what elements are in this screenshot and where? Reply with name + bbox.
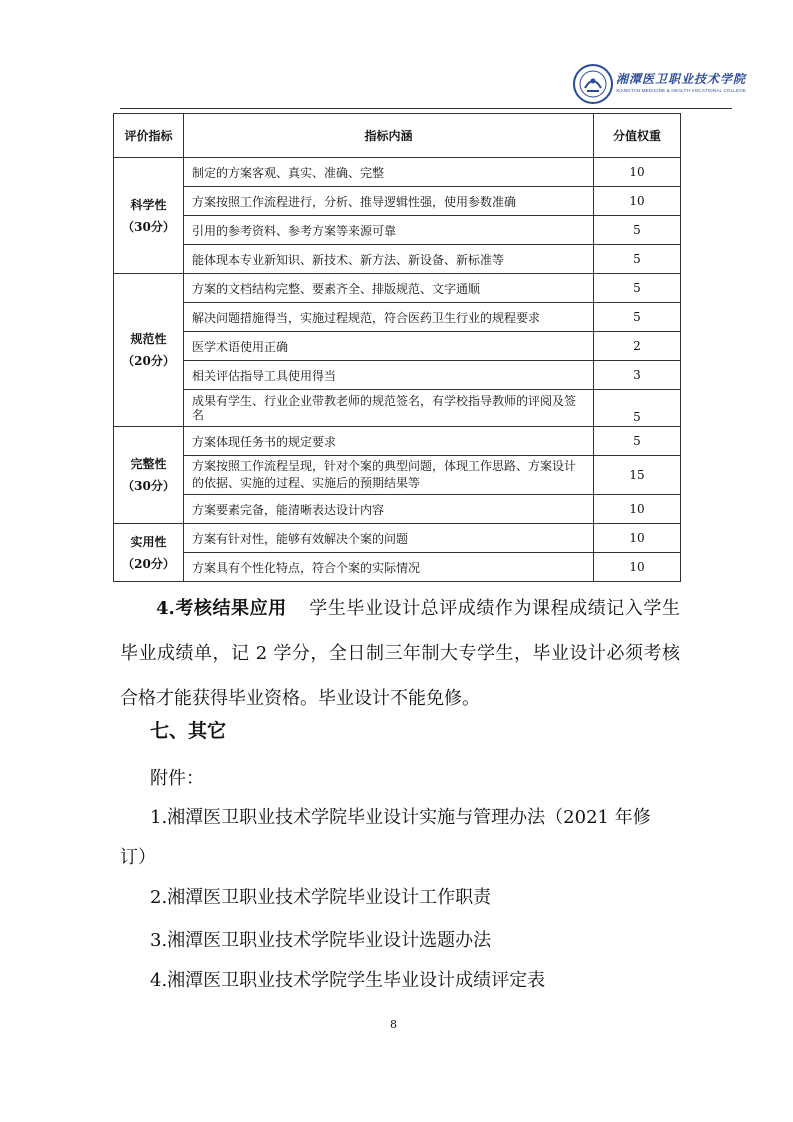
section4-text: 学生毕业设计总评成绩作为课程成绩记入学生毕业成绩单，记 2 学分，全日制三年制大专学生，毕业设计必须考核合格才能获得毕业资格。毕业设计不能免修。	[120, 598, 680, 709]
criterion-cell	[184, 390, 594, 427]
category-score: （20分）	[122, 556, 175, 571]
weight-value: 5	[594, 216, 681, 245]
table-row	[114, 303, 681, 332]
weight-value: 10	[594, 495, 681, 524]
attachment-item: 4.湘潭医卫职业技术学院学生毕业设计成绩评定表	[150, 970, 546, 991]
table-row	[114, 187, 681, 216]
weight-value: 10	[594, 524, 681, 553]
table-row	[114, 332, 681, 361]
weight-value: 15	[594, 456, 681, 495]
table-row	[114, 274, 681, 303]
criterion-text: 解决问题措施得当，实施过程规范，符合医药卫生行业的规程要求	[184, 303, 594, 332]
category-cell	[114, 274, 184, 427]
weight-value: 3	[594, 361, 681, 390]
section4-title: 4.考核结果应用	[156, 598, 287, 619]
attachments-label: 附件：	[150, 768, 204, 789]
weight-value: 5	[594, 427, 681, 456]
attachment-item-continued: 订）	[120, 847, 156, 868]
table-row	[114, 456, 681, 495]
criterion-text: 制定的方案客观、真实、准确、完整	[184, 158, 594, 187]
column-header: 评价指标	[114, 114, 184, 158]
category-score: （30分）	[122, 219, 175, 234]
weight-value: 2	[594, 332, 681, 361]
category-score: （20分）	[122, 354, 175, 368]
table-row	[114, 216, 681, 245]
table-row	[114, 390, 681, 427]
header-divider	[120, 108, 732, 109]
school-logo	[573, 64, 613, 104]
table-row	[114, 427, 681, 456]
section4-paragraph	[120, 586, 680, 721]
category-name: 实用性	[130, 534, 167, 549]
weight-value: 5	[594, 274, 681, 303]
school-name-en: XIANGTAN MEDICINE & HEALTH VOCATIONAL COLLEGE	[616, 88, 747, 93]
table-row	[114, 361, 681, 390]
category-cell	[114, 427, 184, 524]
weight-value: 5	[594, 390, 681, 427]
table-row	[114, 495, 681, 524]
table-header-row	[114, 114, 681, 158]
table-row	[114, 524, 681, 553]
criterion-text: 能体现本专业新知识、新技术、新方法、新设备、新标准等	[184, 245, 594, 274]
school-name: 湘潭医卫职业技术学院	[616, 72, 747, 86]
criterion-text: 方案的文档结构完整、要素齐全、排版规范、文字通顺	[184, 274, 594, 303]
table-row	[114, 245, 681, 274]
category-name: 科学性	[130, 197, 167, 212]
weight-value: 5	[594, 245, 681, 274]
weight-value: 10	[594, 553, 681, 582]
table-row	[114, 553, 681, 582]
criterion-text: 方案按照工作流程进行，分析、推导逻辑性强，使用参数准确	[184, 187, 594, 216]
criterion-text: 方案有针对性，能够有效解决个案的问题	[184, 524, 594, 553]
category-cell	[114, 158, 184, 274]
weight-value: 10	[594, 187, 681, 216]
column-header: 分值权重	[594, 114, 681, 158]
attachment-item: 1.湘潭医卫职业技术学院毕业设计实施与管理办法（2021 年修	[150, 807, 651, 828]
category-score: （30分）	[122, 479, 175, 493]
category-name: 完整性	[130, 457, 167, 471]
category-name: 规范性	[130, 332, 167, 346]
attachment-item: 3.湘潭医卫职业技术学院毕业设计选题办法	[150, 930, 492, 951]
criterion-text: 方案按照工作流程呈现，针对个案的典型问题，体现工作思路、方案设计的依据、实施的过程、实施后的预期结果等	[184, 456, 594, 495]
evaluation-table	[113, 113, 681, 582]
attachment-item: 2.湘潭医卫职业技术学院毕业设计工作职责	[150, 887, 492, 908]
column-header: 指标内涵	[184, 114, 594, 158]
criterion-text: 方案体现任务书的规定要求	[184, 427, 594, 456]
criterion-text: 方案要素完备，能清晰表达设计内容	[184, 495, 594, 524]
page-number: 8	[390, 1018, 397, 1031]
section7-heading: 七、其它	[150, 720, 227, 742]
criterion-text: 相关评估指导工具使用得当	[184, 361, 594, 390]
criterion-text: 引用的参考资料、参考方案等来源可靠	[184, 216, 594, 245]
category-cell	[114, 524, 184, 582]
table-row	[114, 158, 681, 187]
criterion-text: 方案具有个性化特点，符合个案的实际情况	[184, 553, 594, 582]
criterion-text: 成果有学生、行业企业带教老师的规范签名，有学校指导教师的评阅及签名	[192, 394, 577, 422]
criterion-text: 医学术语使用正确	[184, 332, 594, 361]
weight-value: 10	[594, 158, 681, 187]
weight-value: 5	[594, 303, 681, 332]
